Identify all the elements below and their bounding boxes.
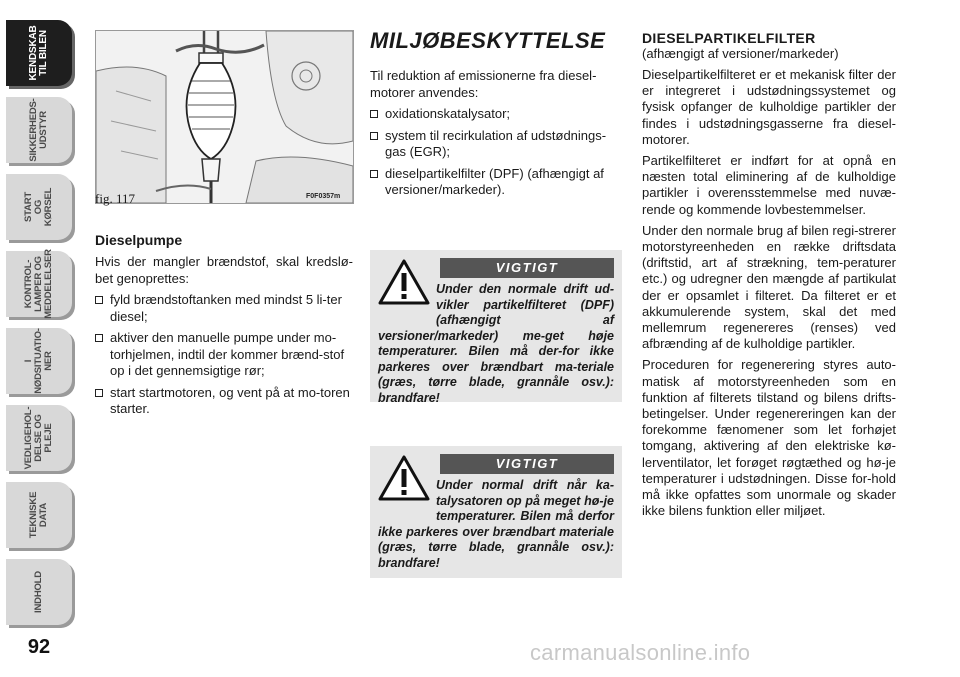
tab-label: VEDLIGEHOL- DELSE OG PLEJE <box>23 406 54 470</box>
tab-vedligeholdelse[interactable] <box>6 405 72 471</box>
section-heading: Dieselpumpe <box>95 232 183 248</box>
warning-heading: VIGTIGT <box>440 258 614 278</box>
fuel-pump-illustration <box>96 31 353 203</box>
tab-sikkerhedsudstyr[interactable] <box>6 97 72 163</box>
tab-label: I NØDSITUATIO- NER <box>23 328 54 394</box>
tab-label: START OG KØRSEL <box>23 187 54 227</box>
list-item: dieselpartikelfilter (DPF) (afhængigt af versioner/markeder). <box>370 166 622 199</box>
tab-kontrollamper[interactable] <box>6 251 72 317</box>
section-heading: DIESELPARTIKELFILTER <box>642 30 816 46</box>
figure-code: F0F0357m <box>306 193 341 200</box>
section-intro: Hvis der mangler brændstof, skal kredslø-bet genoprettes: <box>95 254 353 286</box>
tab-indhold[interactable] <box>6 559 72 625</box>
list-item: fyld brændstoftanken med mindst 5 li-ter diesel; <box>95 292 353 325</box>
emission-list <box>370 106 622 199</box>
warning-box-catalyst <box>370 446 622 578</box>
paragraph: Partikelfilteret er indført for at opnå en næsten total eliminering af de kulholdige partikler i overensstemmelse med nuvæ-rende og kommende lovbestemmelser. <box>642 153 896 217</box>
section-intro: Til reduktion af emissionerne fra diesel-motorer anvendes: <box>370 68 597 100</box>
watermark: carmanualsonline.info <box>530 640 751 665</box>
tab-label: TEKNISKE DATA <box>28 491 49 539</box>
list-item: start startmotoren, og vent på at mo-toren starter. <box>95 385 353 418</box>
warning-text: Under normal drift når ka-talysatoren op på meget hø-je temperaturer. Bilen må derfor ikke parkeres over brændbart materiale (græs, tørre blade, grannåle osv.): brandfare! <box>378 478 614 570</box>
tab-start-og-korsel[interactable] <box>6 174 72 240</box>
checkbox-bullet-icon <box>370 132 378 140</box>
page-number: 92 <box>27 636 51 658</box>
figure-caption: fig. 117 <box>95 191 135 206</box>
tab-nodsituationer[interactable] <box>6 328 72 394</box>
section-subtitle: (afhængigt af versioner/markeder) <box>642 46 839 61</box>
dieselpumpe-section <box>95 232 353 423</box>
paragraph: Dieselpartikelfilteret er et mekanisk filter der er integreret i udstødningssystemet og fysisk opfanger de kulholdige partikler der findes i udstødningsgasserne fra diesel-motorer. <box>642 67 896 147</box>
warning-triangle-icon <box>378 454 430 502</box>
checkbox-bullet-icon <box>370 170 378 178</box>
tab-label: INDHOLD <box>33 571 44 613</box>
warning-heading: VIGTIGT <box>440 454 614 474</box>
list-item: oxidationskatalysator; <box>370 106 622 123</box>
tab-label: SIKKERHEDS- UDSTYR <box>28 98 49 162</box>
checkbox-bullet-icon <box>95 334 103 342</box>
list-item: system til recirkulation af udstødnings-gas (EGR); <box>370 128 622 161</box>
miljo-section <box>370 28 622 204</box>
warning-text: Under den normale drift ud-vikler partikelfilteret (DPF) (afhængigt af versioner/markeder) me-get høje temperaturer. Bilen må der-for ikke parkeres over brændbart ma-teriale (græs, tørre blade, grannåle osv.): brandfare! <box>378 282 614 405</box>
tab-kendskab-til-bilen[interactable] <box>6 20 72 86</box>
instruction-list <box>95 292 353 418</box>
paragraph: Under den normale brug af bilen regi-strerer motorstyreenheden en række driftsdata (driftstid, art af strækning, tem-peraturer etc.) og udregner den mængde af partikulat der er opsamlet i filteret. Da filteret er et akkumulerende system, skal det med mellemrum regenereres (renses) ved afbrænding af de kulholdige partikler. <box>642 222 896 352</box>
warning-triangle-icon <box>378 258 430 306</box>
checkbox-bullet-icon <box>95 389 103 397</box>
tab-label: KONTROL- LAMPER OG MEDDELELSER <box>23 249 54 319</box>
list-item: aktiver den manuelle pumpe under mo-torhjelmen, indtil der kommer brænd-stof op i det gennemsigtige rør; <box>95 330 353 380</box>
warning-box-dpf <box>370 250 622 405</box>
checkbox-bullet-icon <box>370 110 378 118</box>
dpf-section <box>642 30 896 524</box>
checkbox-bullet-icon <box>95 296 103 304</box>
page-title: MILJØBESKYTTELSE <box>370 28 606 53</box>
chapter-sidebar <box>0 0 78 677</box>
tab-tekniske-data[interactable] <box>6 482 72 548</box>
fuel-pump-figure <box>95 30 354 204</box>
tab-label: KENDSKAB TIL BILEN <box>28 25 49 81</box>
paragraph: Proceduren for regenerering styres auto-matisk af motorstyreenheden som en funktion af filterets tilstand og bilens drifts-betingelser. Under regenereringen kan der forekomme fænomener som let forhøjet tomgang, aktivering af den elektriske kø-lerventilator, let forøget røgtæthed og hø-je temperaturer i udstødningen. Disse for-hold må ikke opfattes som unormale og skader ikke bilens funktion eller miljøet. <box>642 357 896 519</box>
